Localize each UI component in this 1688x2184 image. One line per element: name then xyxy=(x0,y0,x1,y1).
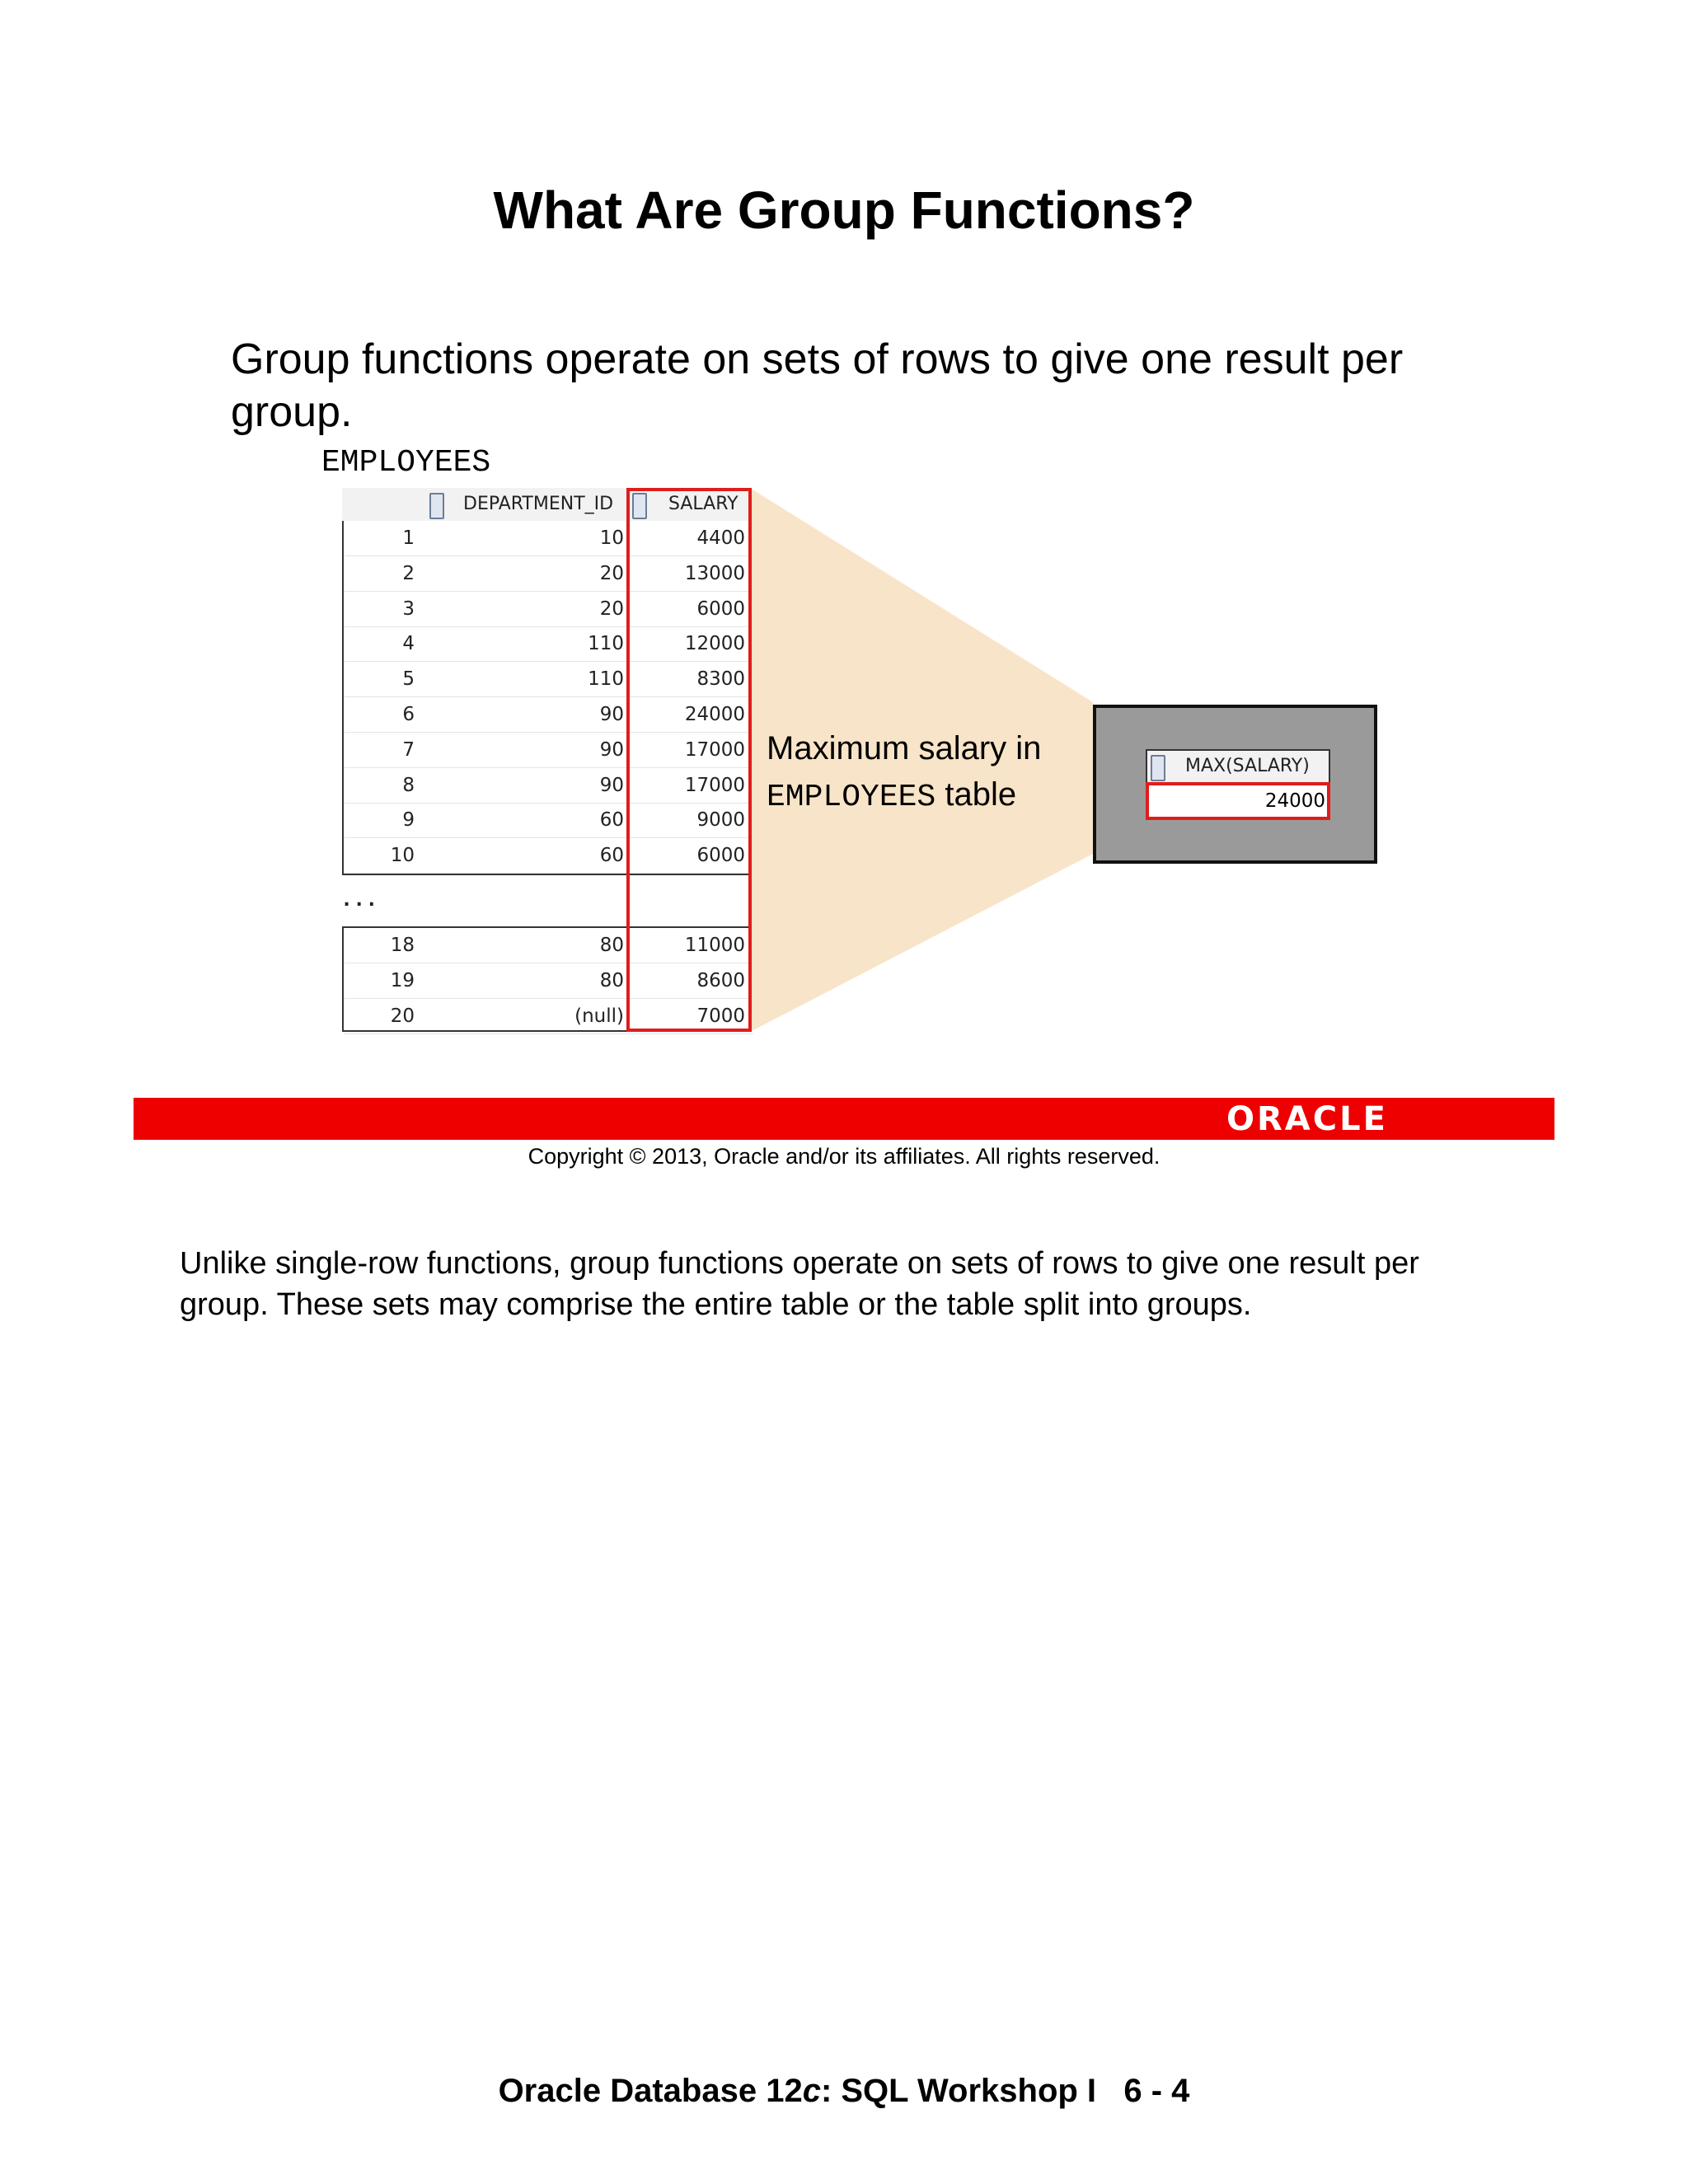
callout-suffix: table xyxy=(935,776,1017,813)
row-number: 20 xyxy=(390,1005,415,1027)
row-number: 6 xyxy=(402,704,415,725)
department-id-cell: 20 xyxy=(599,598,624,620)
department-id-cell: 80 xyxy=(599,969,624,991)
employees-grid xyxy=(342,488,752,1032)
department-id-cell: 60 xyxy=(599,845,624,867)
department-id-cell: 90 xyxy=(599,704,624,725)
callout-text xyxy=(767,725,1041,821)
slide-intro-text: Group functions operate on sets of rows to give one result per group. xyxy=(231,335,1404,436)
highlight-fan xyxy=(0,0,1688,1071)
row-number: 4 xyxy=(402,633,415,655)
row-number: 8 xyxy=(402,774,415,796)
column-header-salary[interactable]: SALARY xyxy=(668,494,738,514)
department-id-cell: 90 xyxy=(599,738,624,761)
salary-cell: 7000 xyxy=(696,1005,745,1027)
table-name-label: EMPLOYEES xyxy=(321,445,491,480)
salary-cell: 11000 xyxy=(684,935,745,956)
row-number: 9 xyxy=(402,809,415,832)
slide-title: What Are Group Functions? xyxy=(493,180,1195,240)
row-number: 19 xyxy=(390,969,415,991)
salary-column-highlight xyxy=(626,488,752,1032)
row-number: 3 xyxy=(402,598,415,620)
salary-cell: 13000 xyxy=(684,562,745,584)
result-panel xyxy=(1093,705,1377,864)
salary-cell: 6000 xyxy=(696,845,745,867)
salary-cell: 17000 xyxy=(684,774,745,796)
notes-paragraph: Unlike single-row functions, group functions operate on sets of rows to give one result per group. These sets may comprise the entire table or the table split into groups. xyxy=(180,1246,1419,1322)
row-number: 10 xyxy=(390,845,415,867)
result-value-cell xyxy=(1146,782,1330,820)
column-header-max-salary[interactable]: MAX(SALARY) xyxy=(1185,756,1310,776)
salary-cell: 12000 xyxy=(684,633,745,655)
salary-cell: 4400 xyxy=(696,527,745,549)
department-id-cell: 80 xyxy=(599,935,624,956)
grid-ellipsis: ... xyxy=(342,877,380,913)
callout-line-2 xyxy=(767,771,1041,821)
page-footer xyxy=(0,2073,1688,2110)
salary-cell: 6000 xyxy=(696,598,745,620)
callout-table-name: EMPLOYEES xyxy=(767,780,936,815)
row-number: 2 xyxy=(402,562,415,584)
department-id-cell: 60 xyxy=(599,809,624,832)
result-grid-header xyxy=(1147,751,1329,782)
copyright-text: Copyright © 2013, Oracle and/or its affiliates. All rights reserved. xyxy=(528,1144,1160,1169)
sort-icon[interactable] xyxy=(429,493,444,519)
sort-icon[interactable] xyxy=(1151,755,1165,781)
department-id-cell: 110 xyxy=(588,633,624,655)
salary-cell: 8600 xyxy=(696,969,745,991)
row-number: 5 xyxy=(402,668,415,691)
department-id-cell: 90 xyxy=(599,774,624,796)
salary-cell: 24000 xyxy=(684,704,745,725)
department-id-cell: (null) xyxy=(574,1005,624,1027)
department-id-cell: 20 xyxy=(599,562,624,584)
callout-line-1: Maximum salary in xyxy=(767,730,1042,766)
footer-italic: c xyxy=(802,2073,821,2109)
footer-pre: Oracle Database 12 xyxy=(498,2073,803,2109)
oracle-logo: ORACLE xyxy=(1226,1100,1388,1138)
result-grid xyxy=(1146,749,1330,820)
department-id-cell: 10 xyxy=(599,527,624,549)
column-header-department-id[interactable]: DEPARTMENT_ID xyxy=(463,494,614,514)
salary-cell: 17000 xyxy=(684,738,745,761)
department-id-cell: 110 xyxy=(588,668,624,691)
salary-cell: 8300 xyxy=(696,668,745,691)
row-number: 7 xyxy=(402,738,415,761)
row-number: 18 xyxy=(390,935,415,956)
max-salary-value: 24000 xyxy=(1264,790,1325,812)
salary-cell: 9000 xyxy=(696,809,745,832)
row-number: 1 xyxy=(402,527,415,549)
footer-post: : SQL Workshop I 6 - 4 xyxy=(820,2073,1190,2109)
